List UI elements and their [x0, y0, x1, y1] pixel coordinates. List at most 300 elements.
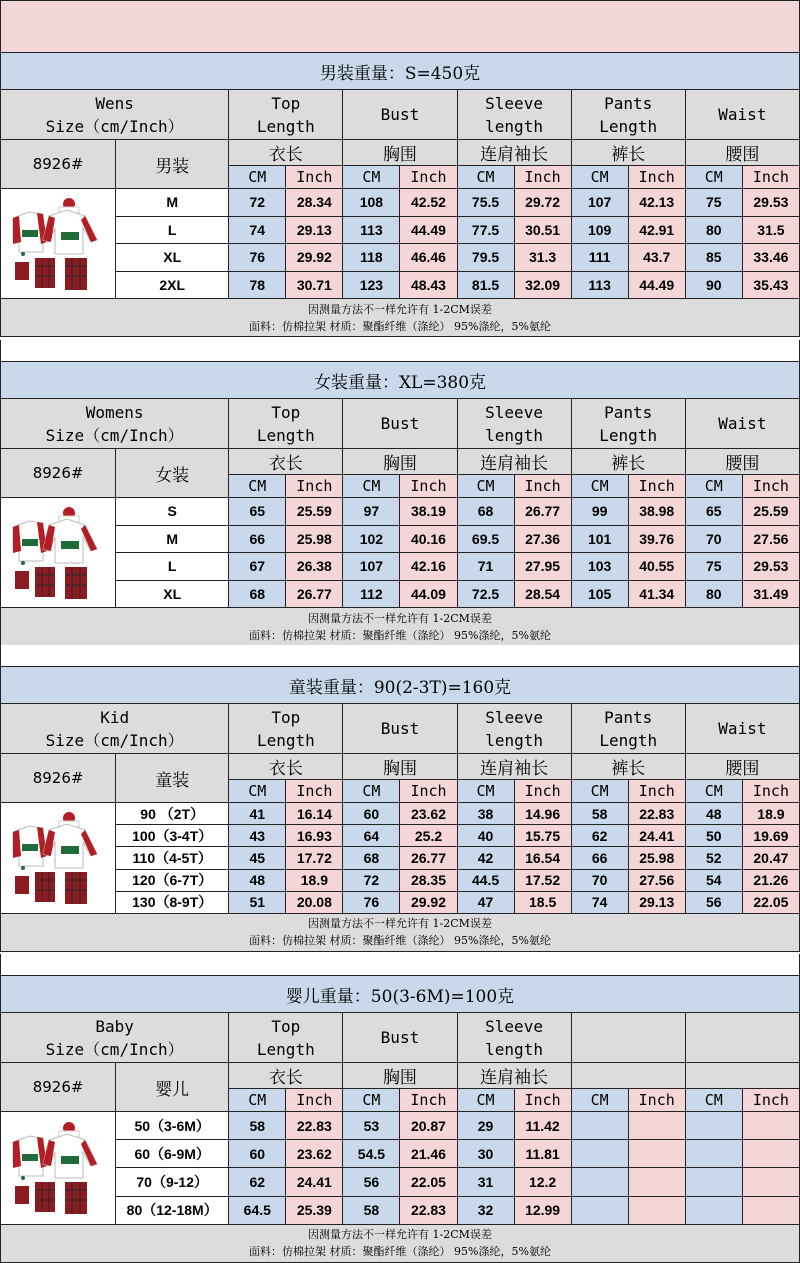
- column-header-word: Bust: [380, 414, 420, 433]
- category-label: 女装: [116, 449, 229, 498]
- value-cm: [571, 1112, 628, 1140]
- value-inch: 18.9: [286, 869, 343, 891]
- unit-cm: CM: [229, 780, 286, 803]
- column-header: [571, 1013, 685, 1063]
- cn-header-row: [1, 449, 800, 475]
- table-row: [1, 498, 800, 526]
- value-inch: 16.14: [286, 803, 343, 825]
- note-line1: 因测量方法不一样允许有 1-2CM误差: [308, 302, 492, 316]
- value-inch: 28.34: [286, 189, 343, 217]
- unit-inch: Inch: [628, 1089, 685, 1112]
- value-inch: 40.55: [628, 553, 685, 581]
- value-inch: 29.13: [286, 216, 343, 244]
- value-inch: 25.59: [286, 498, 343, 526]
- column-header-word: Top: [271, 93, 301, 113]
- table-row: [1, 580, 800, 608]
- value-inch: 30.71: [286, 271, 343, 299]
- unit-inch: Inch: [400, 475, 457, 498]
- column-header: [457, 1013, 571, 1063]
- note: [1, 1224, 800, 1262]
- column-header-word: Top: [271, 707, 301, 727]
- table-row: [1, 1168, 800, 1196]
- unit-cm: CM: [343, 475, 400, 498]
- value-inch: 29.53: [742, 189, 799, 217]
- value-cm: 54.5: [343, 1140, 400, 1168]
- value-inch: 42.13: [628, 189, 685, 217]
- column-header-cn: [685, 1063, 799, 1089]
- value-cm: 118: [343, 244, 400, 272]
- value-inch: 22.83: [286, 1112, 343, 1140]
- column-header-word: Bust: [380, 719, 420, 738]
- value-inch: 33.46: [742, 244, 799, 272]
- value-inch: 29.72: [514, 189, 571, 217]
- value-cm: 40: [457, 825, 514, 847]
- size-label: [1, 1013, 229, 1063]
- column-header-word: Length: [599, 116, 658, 136]
- column-header-cn: 连肩袖长: [457, 140, 571, 166]
- value-inch: 16.54: [514, 847, 571, 869]
- value-cm: 72: [229, 189, 286, 217]
- unit-inch: Inch: [628, 166, 685, 189]
- value-cm: 113: [343, 216, 400, 244]
- pajama-set-icon: [9, 196, 107, 292]
- value-inch: 14.96: [514, 803, 571, 825]
- column-header: [343, 90, 457, 140]
- size-label-line2: Size（cm/Inch）: [45, 425, 184, 445]
- value-inch: 29.53: [742, 553, 799, 581]
- value-cm: 102: [343, 525, 400, 553]
- value-cm: [685, 1168, 742, 1196]
- pajama-set-icon: [9, 1120, 107, 1216]
- column-header-cn: [571, 1063, 685, 1089]
- column-header-cn: 裤长: [571, 449, 685, 475]
- cn-header-row: [1, 140, 800, 166]
- note-row: [1, 913, 800, 951]
- product-image: [1, 1112, 116, 1225]
- value-inch: 23.62: [400, 803, 457, 825]
- unit-inch: Inch: [286, 780, 343, 803]
- table-row: [1, 216, 800, 244]
- table-row: [1, 1112, 800, 1140]
- size-name: S: [116, 498, 229, 526]
- value-inch: [742, 1196, 799, 1224]
- unit-inch: Inch: [628, 475, 685, 498]
- cn-header-row: [1, 1063, 800, 1089]
- size-name: L: [116, 553, 229, 581]
- product-code: 8926#: [1, 754, 116, 803]
- value-cm: 45: [229, 847, 286, 869]
- value-inch: 21.26: [742, 869, 799, 891]
- column-header-cn: 连肩袖长: [457, 754, 571, 780]
- value-inch: 48.43: [400, 271, 457, 299]
- section-title: 男装重量：S=450克: [1, 53, 800, 90]
- value-cm: 68: [343, 847, 400, 869]
- product-image: [1, 189, 116, 299]
- unit-inch: Inch: [742, 475, 799, 498]
- header-row: [1, 704, 800, 754]
- value-cm: 56: [685, 891, 742, 913]
- column-header-cn: 衣长: [229, 754, 343, 780]
- value-cm: 70: [685, 525, 742, 553]
- column-header: [229, 704, 343, 754]
- unit-inch: Inch: [742, 1089, 799, 1112]
- unit-cm: CM: [571, 166, 628, 189]
- value-inch: [628, 1196, 685, 1224]
- column-header-cn: 衣长: [229, 449, 343, 475]
- note: [1, 608, 800, 646]
- value-cm: 68: [457, 498, 514, 526]
- value-cm: 31: [457, 1168, 514, 1196]
- value-cm: 77.5: [457, 216, 514, 244]
- value-cm: 53: [343, 1112, 400, 1140]
- section-title-row: [1, 667, 800, 704]
- value-inch: 41.34: [628, 580, 685, 608]
- value-inch: 31.49: [742, 580, 799, 608]
- size-table: [0, 666, 800, 952]
- table-row: [1, 525, 800, 553]
- size-name: 90 （2T）: [116, 803, 229, 825]
- column-header-word: length: [485, 425, 543, 445]
- value-cm: 85: [685, 244, 742, 272]
- value-inch: 35.43: [742, 271, 799, 299]
- unit-inch: Inch: [742, 166, 799, 189]
- value-inch: 29.92: [286, 244, 343, 272]
- note-line1: 因测量方法不一样允许有 1-2CM误差: [308, 917, 492, 931]
- column-header-cn: 裤长: [571, 140, 685, 166]
- unit-inch: Inch: [628, 780, 685, 803]
- unit-inch: Inch: [514, 1089, 571, 1112]
- section-title-row: [1, 362, 800, 399]
- value-cm: 80: [685, 216, 742, 244]
- unit-inch: Inch: [286, 1089, 343, 1112]
- value-inch: 11.42: [514, 1112, 571, 1140]
- column-header-word: Top: [271, 1016, 301, 1036]
- category-label: 男装: [116, 140, 229, 189]
- column-header-cn: 腰围: [685, 754, 799, 780]
- unit-cm: CM: [343, 780, 400, 803]
- value-inch: 29.92: [400, 891, 457, 913]
- column-header-word: Waist: [718, 105, 767, 124]
- value-inch: 25.2: [400, 825, 457, 847]
- value-inch: 32.09: [514, 271, 571, 299]
- value-cm: 75: [685, 189, 742, 217]
- value-cm: 47: [457, 891, 514, 913]
- column-header: [229, 399, 343, 449]
- value-inch: 21.46: [400, 1140, 457, 1168]
- value-inch: 24.41: [286, 1168, 343, 1196]
- column-header-word: Length: [256, 1039, 315, 1059]
- column-header-word: length: [485, 730, 543, 750]
- value-inch: 31.3: [514, 244, 571, 272]
- value-inch: [628, 1112, 685, 1140]
- size-label: [1, 704, 229, 754]
- section-title: 女装重量：XL=380克: [1, 362, 800, 399]
- value-inch: 25.39: [286, 1196, 343, 1224]
- column-header-cn: 腰围: [685, 140, 799, 166]
- value-cm: 97: [343, 498, 400, 526]
- column-header: [229, 90, 343, 140]
- value-inch: [628, 1168, 685, 1196]
- unit-cm: CM: [571, 475, 628, 498]
- value-cm: 70: [571, 869, 628, 891]
- value-cm: 56: [343, 1168, 400, 1196]
- size-label-line1: Baby: [95, 1016, 134, 1036]
- table-row: [1, 825, 800, 847]
- size-label-line1: Kid: [100, 707, 130, 727]
- column-header-word: Length: [599, 730, 658, 750]
- value-cm: 66: [571, 847, 628, 869]
- note-row: [1, 608, 800, 646]
- size-name: 60（6-9M）: [116, 1140, 229, 1168]
- product-code: 8926#: [1, 449, 116, 498]
- column-header: [457, 90, 571, 140]
- header-row: [1, 399, 800, 449]
- value-cm: 74: [571, 891, 628, 913]
- size-label: [1, 399, 229, 449]
- section-gap: [0, 954, 800, 975]
- note-line2: 面料：仿棉拉架 材质：聚酯纤维（涤纶） 95%涤纶，5%氨纶: [249, 319, 551, 333]
- value-cm: 105: [571, 580, 628, 608]
- size-name: 70（9-12）: [116, 1168, 229, 1196]
- value-cm: 109: [571, 216, 628, 244]
- value-inch: 11.81: [514, 1140, 571, 1168]
- value-cm: 90: [685, 271, 742, 299]
- column-header: [685, 399, 799, 449]
- unit-cm: CM: [457, 475, 514, 498]
- column-header-cn: 衣长: [229, 140, 343, 166]
- value-inch: 43.7: [628, 244, 685, 272]
- pajama-set-icon: [9, 505, 107, 601]
- value-cm: 67: [229, 553, 286, 581]
- value-inch: 31.5: [742, 216, 799, 244]
- value-cm: 75: [685, 553, 742, 581]
- value-cm: 112: [343, 580, 400, 608]
- unit-inch: Inch: [742, 780, 799, 803]
- unit-inch: Inch: [400, 780, 457, 803]
- value-cm: 78: [229, 271, 286, 299]
- value-cm: 43: [229, 825, 286, 847]
- unit-cm: CM: [229, 1089, 286, 1112]
- value-cm: 48: [685, 803, 742, 825]
- value-cm: 44.5: [457, 869, 514, 891]
- column-header-word: Waist: [718, 719, 767, 738]
- table-row: [1, 1140, 800, 1168]
- value-cm: 108: [343, 189, 400, 217]
- value-cm: 50: [685, 825, 742, 847]
- unit-cm: CM: [457, 166, 514, 189]
- column-header: [343, 1013, 457, 1063]
- value-cm: 64: [343, 825, 400, 847]
- value-cm: 52: [685, 847, 742, 869]
- size-name: XL: [116, 244, 229, 272]
- value-inch: 20.87: [400, 1112, 457, 1140]
- unit-cm: CM: [685, 475, 742, 498]
- size-label: [1, 90, 229, 140]
- column-header-word: Pants: [604, 402, 653, 422]
- size-name: L: [116, 216, 229, 244]
- size-name: 100（3-4T）: [116, 825, 229, 847]
- value-cm: [685, 1112, 742, 1140]
- value-inch: 20.08: [286, 891, 343, 913]
- column-header-cn: 衣长: [229, 1063, 343, 1089]
- size-name: 2XL: [116, 271, 229, 299]
- table-row: [1, 847, 800, 869]
- value-cm: 65: [229, 498, 286, 526]
- column-header-word: Waist: [718, 414, 767, 433]
- value-inch: 38.19: [400, 498, 457, 526]
- column-header: [571, 704, 685, 754]
- column-header-word: Length: [256, 116, 315, 136]
- value-inch: 22.83: [628, 803, 685, 825]
- value-cm: 62: [229, 1168, 286, 1196]
- value-inch: 38.98: [628, 498, 685, 526]
- column-header-cn: 腰围: [685, 449, 799, 475]
- note-row: [1, 1224, 800, 1262]
- value-cm: [571, 1140, 628, 1168]
- note-row: [1, 299, 800, 337]
- value-cm: 65: [685, 498, 742, 526]
- size-name: 80（12-18M）: [116, 1196, 229, 1224]
- header-row: [1, 90, 800, 140]
- size-name: M: [116, 189, 229, 217]
- value-inch: 25.98: [628, 847, 685, 869]
- column-header: [343, 704, 457, 754]
- value-cm: 32: [457, 1196, 514, 1224]
- column-header: [685, 90, 799, 140]
- column-header-word: Top: [271, 402, 301, 422]
- column-header: [571, 90, 685, 140]
- value-cm: 29: [457, 1112, 514, 1140]
- value-cm: 41: [229, 803, 286, 825]
- column-header-word: length: [485, 1039, 543, 1059]
- value-cm: 38: [457, 803, 514, 825]
- unit-cm: CM: [229, 475, 286, 498]
- unit-inch: Inch: [514, 166, 571, 189]
- product-image: [1, 803, 116, 914]
- unit-inch: Inch: [514, 780, 571, 803]
- column-header-cn: 胸围: [343, 1063, 457, 1089]
- value-cm: 75.5: [457, 189, 514, 217]
- value-inch: 27.95: [514, 553, 571, 581]
- table-row: [1, 869, 800, 891]
- value-inch: 22.05: [742, 891, 799, 913]
- note-line1: 因测量方法不一样允许有 1-2CM误差: [308, 611, 492, 625]
- size-name: 120（6-7T）: [116, 869, 229, 891]
- value-cm: 113: [571, 271, 628, 299]
- unit-cm: CM: [685, 166, 742, 189]
- value-inch: 26.77: [286, 580, 343, 608]
- value-cm: 62: [571, 825, 628, 847]
- product-image: [1, 498, 116, 608]
- column-header-cn: 胸围: [343, 140, 457, 166]
- value-inch: 26.77: [400, 847, 457, 869]
- category-label: 童装: [116, 754, 229, 803]
- value-cm: 79.5: [457, 244, 514, 272]
- column-header: [229, 1013, 343, 1063]
- value-inch: 16.93: [286, 825, 343, 847]
- value-inch: [742, 1112, 799, 1140]
- column-header-word: Length: [599, 425, 658, 445]
- section-gap: [0, 645, 800, 666]
- value-inch: 39.76: [628, 525, 685, 553]
- table-row: [1, 244, 800, 272]
- value-cm: 42: [457, 847, 514, 869]
- column-header: [343, 399, 457, 449]
- value-cm: 68: [229, 580, 286, 608]
- column-header-word: Bust: [380, 105, 420, 124]
- value-cm: 30: [457, 1140, 514, 1168]
- size-name: 50（3-6M）: [116, 1112, 229, 1140]
- column-header-word: Pants: [604, 707, 653, 727]
- column-header-word: Bust: [380, 1028, 420, 1047]
- table-row: [1, 189, 800, 217]
- column-header-word: Pants: [604, 93, 653, 113]
- table-row: [1, 553, 800, 581]
- value-cm: 74: [229, 216, 286, 244]
- value-inch: 42.52: [400, 189, 457, 217]
- column-header-word: Sleeve: [485, 93, 543, 113]
- value-inch: 40.16: [400, 525, 457, 553]
- pajama-set-icon: [9, 810, 107, 906]
- value-cm: 72.5: [457, 580, 514, 608]
- size-table: [0, 52, 800, 337]
- value-inch: 44.49: [628, 271, 685, 299]
- value-cm: 60: [229, 1140, 286, 1168]
- column-header-cn: 胸围: [343, 754, 457, 780]
- section-gap: [0, 340, 800, 361]
- value-cm: 58: [571, 803, 628, 825]
- value-cm: 60: [343, 803, 400, 825]
- value-cm: 58: [343, 1196, 400, 1224]
- value-inch: 42.91: [628, 216, 685, 244]
- value-cm: 103: [571, 553, 628, 581]
- value-cm: 64.5: [229, 1196, 286, 1224]
- value-inch: 25.98: [286, 525, 343, 553]
- top-banner: [0, 0, 800, 52]
- column-header-word: Sleeve: [485, 707, 543, 727]
- unit-cm: CM: [571, 1089, 628, 1112]
- unit-cm: CM: [571, 780, 628, 803]
- value-inch: 27.56: [628, 869, 685, 891]
- column-header: [685, 704, 799, 754]
- product-code: 8926#: [1, 1063, 116, 1112]
- value-inch: 27.56: [742, 525, 799, 553]
- value-inch: 20.47: [742, 847, 799, 869]
- value-inch: 42.16: [400, 553, 457, 581]
- size-label-line2: Size（cm/Inch）: [45, 730, 184, 750]
- value-inch: 28.54: [514, 580, 571, 608]
- section-title-row: [1, 53, 800, 90]
- value-inch: [742, 1168, 799, 1196]
- value-inch: [742, 1140, 799, 1168]
- value-inch: 29.13: [628, 891, 685, 913]
- value-cm: 107: [571, 189, 628, 217]
- size-table: [0, 361, 800, 646]
- column-header-word: Length: [256, 425, 315, 445]
- size-label-line1: Womens: [85, 402, 144, 422]
- product-code: 8926#: [1, 140, 116, 189]
- value-cm: 123: [343, 271, 400, 299]
- size-label-line1: Wens: [95, 93, 134, 113]
- value-inch: 12.99: [514, 1196, 571, 1224]
- value-cm: [685, 1196, 742, 1224]
- value-cm: 51: [229, 891, 286, 913]
- note-line2: 面料：仿棉拉架 材质：聚酯纤维（涤纶） 95%涤纶，5%氨纶: [249, 934, 551, 948]
- cn-header-row: [1, 754, 800, 780]
- note-line1: 因测量方法不一样允许有 1-2CM误差: [308, 1228, 492, 1242]
- value-inch: 30.51: [514, 216, 571, 244]
- value-inch: 23.62: [286, 1140, 343, 1168]
